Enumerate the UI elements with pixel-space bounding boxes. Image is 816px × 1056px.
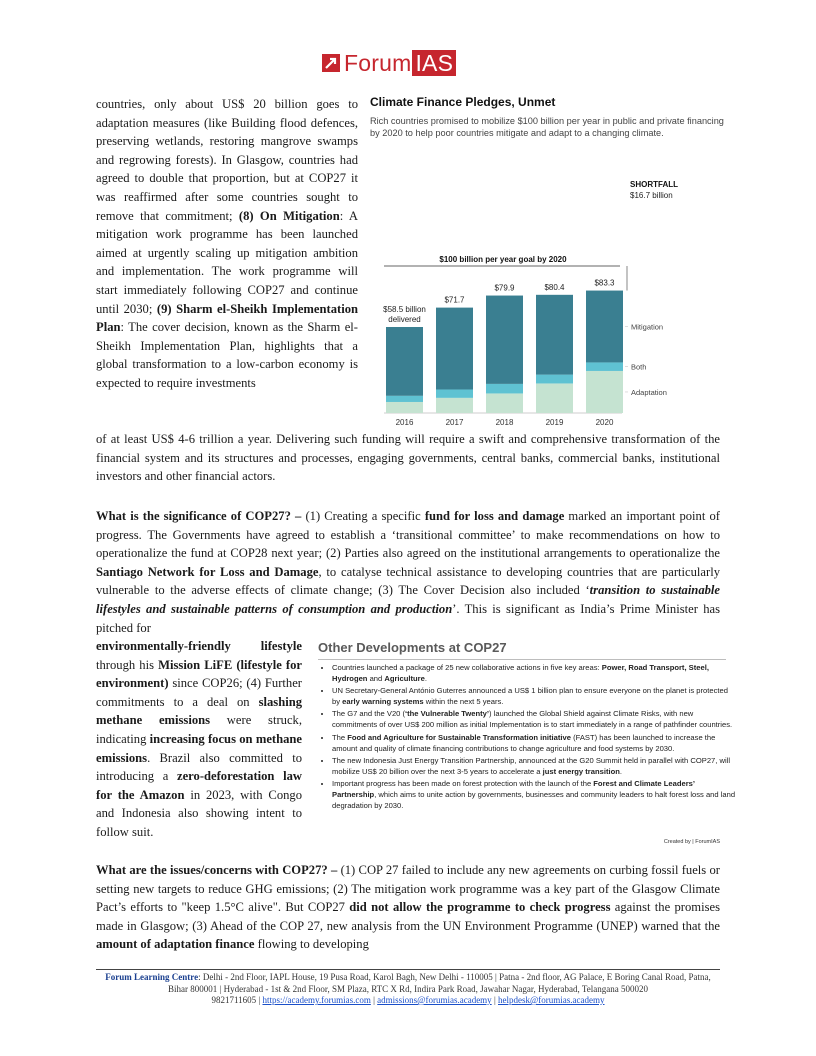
- bold-check-progress: did not allow the programme to check progress: [349, 900, 611, 915]
- bold-env-lifestyle: environmentally-friendly lifestyle: [96, 639, 302, 653]
- legend-mitigation: Mitigation: [631, 322, 664, 332]
- text-run: marked an important point of progress. The Governments have agreed to establish a ‘transitional committee’ to make recommendations on how to operationalize the fund at COP28 next year; (2) Parties also agreed on the institutional arrangements to operationalize the: [96, 509, 720, 561]
- bar-adaptation-2020: [586, 371, 623, 413]
- bar-both-2020: [586, 362, 623, 371]
- text-run: (1) Creating a specific: [301, 509, 425, 523]
- x-tick-2017: 2017: [445, 418, 464, 427]
- legend-adaptation: Adaptation: [631, 387, 667, 397]
- chart-title: Climate Finance Pledges, Unmet: [370, 95, 556, 109]
- climate-finance-chart: [370, 95, 725, 430]
- bar-both-2018: [486, 384, 523, 394]
- logo-forum: Forum: [344, 50, 412, 76]
- other-developments-title: Other Developments at COP27: [318, 640, 507, 655]
- significance-continued: [96, 637, 302, 842]
- shortfall-value: $16.7 billion: [630, 191, 673, 200]
- development-item: • The new Indonesia Just Energy Transition Partnership, announced at the G20 Summit held in parallel with COP27, will mobilize US$ 20 billion over the next 3-5 years to accelerate a just energy transition.: [332, 755, 736, 777]
- chart-subtitle: Rich countries promised to mobilize $100 billion per year in public and private financing by 2020 to help poor countries mitigate and adapt to a changing climate.: [370, 116, 724, 139]
- total-label-2016: $58.5 billion: [383, 305, 426, 315]
- text-run: through his: [96, 657, 159, 672]
- legend-both: Both: [631, 362, 647, 372]
- page-footer: Forum Learning Centre: Delhi - 2nd Floor, IAPL House, 19 Pusa Road, Karol Bagh, New Delhi - 110005 | Patna - 2nd floor, AG Palace, E Boring Canal Road, Patna, Bihar 800001 | Hyderabad - 1st & 2nd Floor, SM Plaza, RTC X Rd, Indira Park Road, Jawahar Nagar, Hyderabad, Telangana 500020 9821711605 | https://academy.forumias.com | admissions@forumias.academy | helpdesk@forumias.academy: [96, 969, 720, 1007]
- bold-santiago-network: Santiago Network for Loss and Damage: [96, 564, 319, 579]
- bar-adaptation-2016: [386, 402, 423, 413]
- bold-adaptation-finance: amount of adaptation finance: [96, 937, 255, 952]
- credit-text: Created by | ForumIAS: [663, 839, 720, 845]
- issues-question: What are the issues/concerns with COP27? –: [96, 863, 338, 877]
- text-run: (1) COP 27 failed to include any new agreements on curbing fossil fuels or setting new targets to reduce GHG emissions; (2) The mitigation work programme was a key part of the Glasgow Climate Pact’s efforts to "keep 1.5°C alive". But COP27: [96, 863, 720, 915]
- bar-adaptation-2019: [536, 383, 573, 413]
- heading-on-mitigation: (8) On Mitigation: [238, 208, 340, 223]
- footer-website-link[interactable]: https://academy.forumias.com: [262, 995, 371, 1005]
- logo-arrow-icon: [322, 54, 340, 72]
- total-label-2019: $80.4: [544, 282, 565, 292]
- paragraph-implementation: : The cover decision, known as the Sharm el-Sheikh Implementation Plan, highlights that a global transformation to a low-carbon economy is expected to require investments: [96, 320, 358, 390]
- bar-mitigation-2018: [486, 296, 523, 384]
- development-item: • The Food and Agriculture for Sustainable Transformation initiative (FAST) has been launched to increase the amount and quality of climate financing contributions to change agriculture and food systems by 2030.: [332, 732, 736, 754]
- shortfall-title: SHORTFALL: [630, 180, 678, 189]
- total-label-2017: $71.7: [444, 295, 465, 305]
- text-run: . Brazil also committed to introducing a: [96, 750, 302, 784]
- text-run: , to catalyse technical assistance to developing countries that are particularly vulnerable to the adverse effects of climate change; (3) The Cover Decision also included ‘: [96, 564, 721, 598]
- footer-admissions-link[interactable]: admissions@forumias.academy: [377, 995, 492, 1005]
- x-tick-2019: 2019: [545, 418, 564, 427]
- development-item: • Countries launched a package of 25 new collaborative actions in five key areas: Power, Road Transport, Steel, Hydrogen and Agriculture.: [332, 662, 736, 684]
- significance-question: What is the significance of COP27? –: [96, 509, 302, 523]
- text-run: against the promises made in Glasgow; (3) Ahead of the COP 27, new analysis from the UN Environment Programme (UNEP) warned that the: [96, 900, 720, 933]
- bar-adaptation-2017: [436, 398, 473, 413]
- paragraph-financial-transformation: of at least US$ 4-6 trillion a year. Delivering such funding will require a swift and comprehensive transformation of the financial system and its structures and processes, engaging governments, central banks, commercial banks, institutional investors and other financial actors.: [96, 432, 720, 484]
- chart-svg: [370, 95, 725, 430]
- bar-mitigation-2017: [436, 308, 473, 390]
- paragraph-mitigation: : A mitigation work programme has been launched aimed at urgently scaling up mitigation ambition and implementation. The work programme will start immediately following COP27 and continue until 2030;: [96, 208, 358, 316]
- total-label-2018: $79.9: [494, 283, 515, 293]
- text-run: since COP26; (4) Further commitments to a deal on: [96, 676, 302, 709]
- divider: [318, 659, 726, 660]
- bar-both-2017: [436, 389, 473, 397]
- footer-addresses: : Delhi - 2nd Floor, IAPL House, 19 Pusa Road, Karol Bagh, New Delhi - 110005 | Patna - 2nd floor, AG Palace, E Boring Canal Road, Patna, Bihar 800001 | Hyderabad - 1st & 2nd Floor, SM Plaza, RTC X Rd, Indira Park Road, Jawahar Nagar, Hyderabad, Telangana 500020: [168, 972, 711, 994]
- text-run: were struck, indicating: [96, 713, 302, 746]
- issues-section: [96, 861, 720, 954]
- development-item: • The G7 and the V20 (‘the Vulnerable Twenty’) launched the Global Shield against Climate Risks, with new commitments of over US$ 200 million as initial Implementation is to start immediately in a range of pathfinder countries.: [332, 708, 736, 730]
- bold-methane-focus: increasing focus on methane emissions: [96, 731, 302, 765]
- x-tick-2016: 2016: [395, 418, 414, 427]
- bar-adaptation-2018: [486, 393, 523, 413]
- footer-label: Forum Learning Centre: [105, 972, 199, 982]
- bar-both-2019: [536, 375, 573, 384]
- text-run: in 2023, with Congo and Indonesia also showing intent to follow suit.: [96, 787, 303, 839]
- delivered-label: delivered: [388, 315, 421, 325]
- text-run: ’. This is significant as India’s Prime Minister has pitched for: [96, 601, 720, 635]
- paragraph-adaptation: countries, only about US$ 20 billion goes to adaptation measures (like Building flood defences, preserving wetlands, restoring mangrove swamps and regrowing forests). In Glasgow, countries had agreed to double that proportion, but at COP27 it was reaffirmed after some countries sought to remove that commitment;: [96, 97, 358, 223]
- development-item: • Important progress has been made on forest protection with the launch of the Forest and Climate Leaders’ Partnership, which aims to unite action by governments, businesses and community leaders to halt forest loss and land degradation by 2030.: [332, 778, 736, 811]
- bold-mission-life: Mission LiFE (lifestyle for environment): [96, 657, 303, 691]
- total-label-2020: $83.3: [594, 278, 615, 288]
- goal-label: $100 billion per year goal by 2020: [439, 255, 567, 264]
- bold-zero-deforestation: zero-deforestation law for the Amazon: [96, 769, 302, 802]
- development-item: • UN Secretary-General António Guterres announced a US$ 1 billion plan to ensure everyone on the planet is protected by early warning systems within the next 5 years.: [332, 685, 736, 707]
- bar-both-2016: [386, 396, 423, 402]
- logo-text: [344, 50, 456, 76]
- forumias-logo: [322, 50, 456, 76]
- significance-section: [96, 507, 720, 637]
- heading-implementation-plan: (9) Sharm el-Sheikh Implementation Plan: [96, 301, 358, 335]
- bold-italic-lifestyles: transition to sustainable lifestyles and sustainable patterns of consumption and production: [96, 583, 720, 616]
- other-developments-list: [318, 662, 736, 812]
- text-run: flowing to developing: [254, 937, 369, 952]
- bar-mitigation-2019: [536, 295, 573, 375]
- footer-helpdesk-link[interactable]: helpdesk@forumias.academy: [498, 995, 605, 1005]
- footer-phone: 9821711605: [211, 995, 257, 1005]
- bar-mitigation-2020: [586, 291, 623, 363]
- bar-mitigation-2016: [386, 327, 423, 396]
- other-developments-box: [310, 640, 736, 850]
- left-column-text: [96, 95, 358, 393]
- x-tick-2020: 2020: [595, 418, 614, 427]
- bold-methane: slashing methane emissions: [96, 694, 302, 728]
- x-tick-2018: 2018: [495, 418, 514, 427]
- bold-loss-damage-fund: fund for loss and damage: [424, 509, 565, 523]
- logo-ias: IAS: [412, 50, 456, 76]
